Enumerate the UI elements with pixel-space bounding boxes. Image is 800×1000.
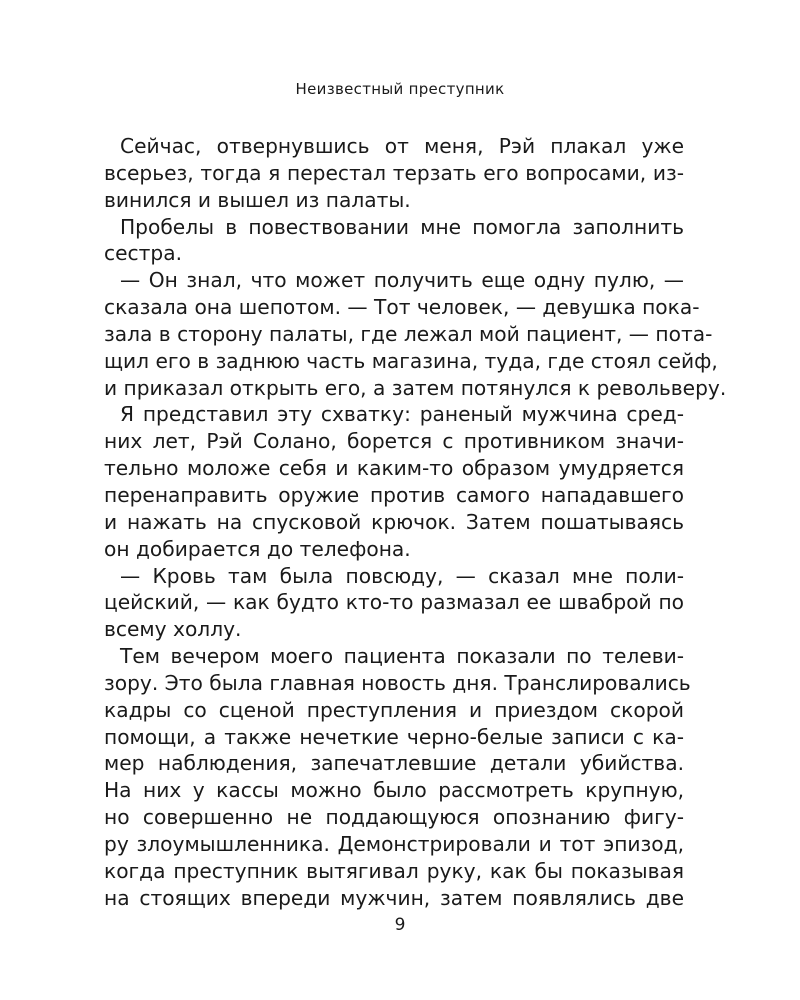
- text-line: и приказал открыть его, а затем потянулся к револьверу.: [104, 375, 727, 400]
- text-line: зала в сторону палаты, где лежал мой пациент, — пота-: [104, 321, 713, 346]
- text-line: На них у кассы можно было рассмотреть крупную,: [104, 778, 684, 803]
- text-line: помощи, а также нечеткие черно-белые записи с ка-: [104, 724, 684, 749]
- paragraph: [104, 267, 727, 401]
- text-line: когда преступник вытягивал руку, как бы показывая: [104, 858, 684, 883]
- text-line: мер наблюдения, запечатлевшие детали убийства.: [104, 751, 684, 776]
- text-line: и нажать на спусковой крючок. Затем пошатываясь: [104, 509, 684, 534]
- text-line: кадры со сценой преступления и приездом скорой: [104, 697, 684, 722]
- text-line: — Он знал, что может получить еще одну пулю, —: [120, 268, 684, 293]
- text-line: перенаправить оружие против самого нападавшего: [104, 482, 684, 507]
- text-line: всерьез, тогда я перестал терзать его вопросами, из-: [104, 160, 684, 185]
- running-head: Неизвестный преступник: [295, 80, 505, 98]
- text-line: винился и вышел из палаты.: [104, 187, 411, 212]
- text-line: но совершенно не поддающуюся опознанию фигу-: [104, 805, 684, 830]
- page-number: 9: [394, 915, 406, 935]
- text-line: он добирается до телефона.: [104, 536, 411, 561]
- text-line: Пробелы в повествовании мне помогла заполнить: [120, 214, 684, 239]
- text-line: на стоящих впереди мужчин, затем появлялись две: [104, 885, 684, 910]
- paragraph: [104, 563, 684, 644]
- text-line: Тем вечером моего пациента показали по телеви-: [120, 644, 684, 669]
- text-line: цейский, — как будто кто-то размазал ее шваброй по: [104, 590, 684, 615]
- text-line: тельно моложе себя и каким-то образом умудряется: [104, 456, 684, 481]
- paragraph: [104, 133, 684, 214]
- paragraph: [104, 401, 684, 562]
- text-line: щил его в заднюю часть магазина, туда, где стоял сейф,: [104, 348, 718, 373]
- text-line: зору. Это была главная новость дня. Транслировались: [104, 670, 691, 695]
- text-line: них лет, Рэй Солано, борется с противником значи-: [104, 429, 684, 454]
- paragraph: [104, 214, 684, 268]
- text-line: сказала она шепотом. — Тот человек, — девушка пока-: [104, 295, 700, 320]
- text-line: всему холлу.: [104, 617, 242, 642]
- body-text: [104, 133, 727, 911]
- text-line: Сейчас, отвернувшись от меня, Рэй плакал уже: [120, 134, 684, 158]
- text-line: сестра.: [104, 241, 182, 266]
- text-line: ру злоумышленника. Демонстрировали и тот эпизод,: [104, 831, 684, 856]
- text-line: Я представил эту схватку: раненый мужчина сред-: [120, 402, 684, 427]
- text-line: — Кровь там была повсюду, — сказал мне поли-: [120, 563, 684, 588]
- paragraph: [104, 643, 691, 911]
